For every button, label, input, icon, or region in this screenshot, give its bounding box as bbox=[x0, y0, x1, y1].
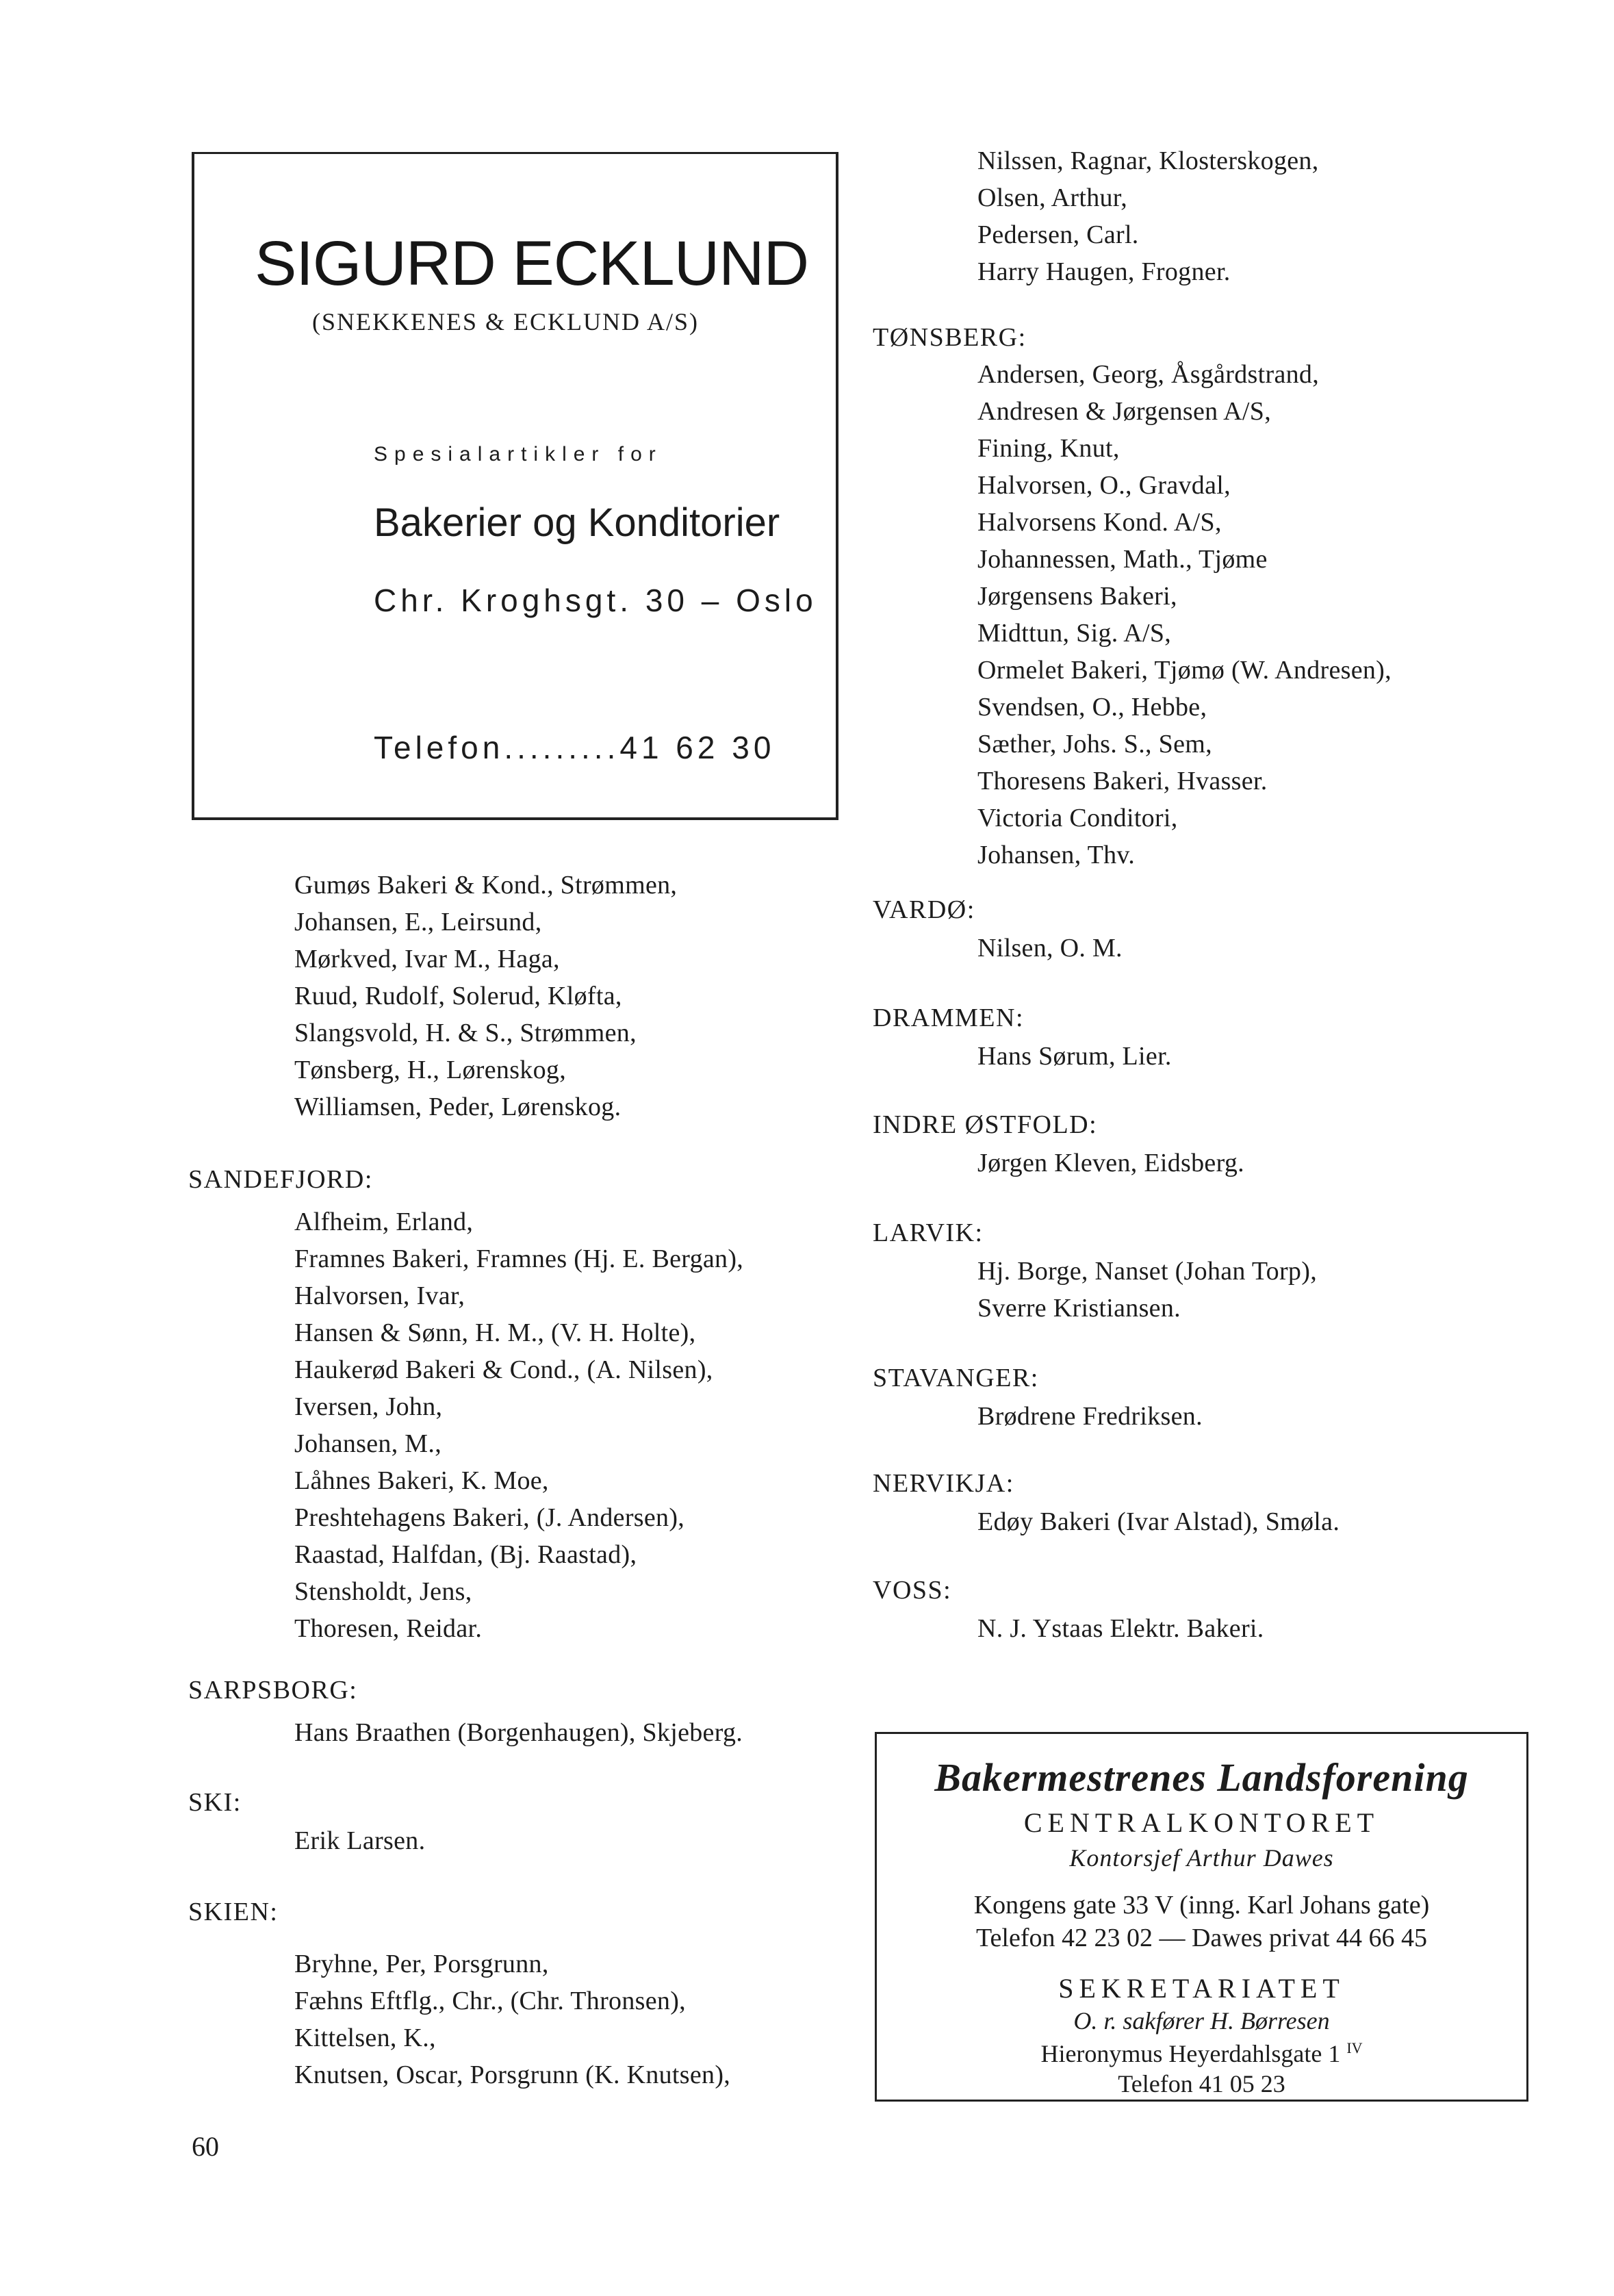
list-item: Slangsvold, H. & S., Strømmen, bbox=[294, 1019, 637, 1047]
list-item: Hans Sørum, Lier. bbox=[977, 1042, 1172, 1071]
list-item: Fæhns Eftflg., Chr., (Chr. Thronsen), bbox=[294, 1987, 686, 2015]
ad-tagline: Spesialartikler for bbox=[374, 443, 663, 465]
section-heading-sarpsborg: SARPSBORG: bbox=[188, 1676, 358, 1705]
list-item: Ormelet Bakeri, Tjømø (W. Andresen), bbox=[977, 656, 1392, 685]
list-item: Raastad, Halfdan, (Bj. Raastad), bbox=[294, 1540, 637, 1569]
list-item: Williamsen, Peder, Lørenskog. bbox=[294, 1093, 622, 1121]
list-item: Gumøs Bakeri & Kond., Strømmen, bbox=[294, 871, 678, 900]
association-phone: Telefon 42 23 02 — Dawes privat 44 66 45 bbox=[975, 1924, 1428, 1952]
list-item: Pedersen, Carl. bbox=[977, 220, 1139, 249]
list-item: Mørkved, Ivar M., Haga, bbox=[294, 945, 560, 973]
list-item: Sæther, Johs. S., Sem, bbox=[977, 730, 1212, 758]
association-title: Bakermestrenes Landsforening bbox=[934, 1755, 1469, 1800]
list-item: Halvorsen, Ivar, bbox=[294, 1281, 465, 1310]
list-item: Svendsen, O., Hebbe, bbox=[977, 693, 1207, 722]
section-heading-sandefjord: SANDEFJORD: bbox=[188, 1165, 373, 1194]
secretariat-floor: IV bbox=[1346, 2039, 1363, 2056]
list-item: Johansen, M., bbox=[294, 1429, 441, 1458]
list-item: Kittelsen, K., bbox=[294, 2024, 436, 2052]
list-item: Andersen, Georg, Åsgårdstrand, bbox=[977, 360, 1320, 389]
advertisement-box bbox=[192, 152, 838, 820]
section-heading-larvik: LARVIK: bbox=[873, 1219, 984, 1247]
list-item: Ruud, Rudolf, Solerud, Kløfta, bbox=[294, 982, 622, 1010]
list-item: Thoresens Bakeri, Hvasser. bbox=[977, 767, 1268, 795]
association-box bbox=[875, 1732, 1528, 2102]
association-address: Kongens gate 33 V (inng. Karl Johans gate) bbox=[973, 1891, 1430, 1919]
list-item: Harry Haugen, Frogner. bbox=[977, 257, 1231, 286]
list-item: Tønsberg, H., Lørenskog, bbox=[294, 1056, 566, 1084]
list-item: Jørgen Kleven, Eidsberg. bbox=[977, 1149, 1244, 1177]
list-item: Brødrene Fredriksen. bbox=[977, 1402, 1203, 1431]
section-heading-drammen: DRAMMEN: bbox=[873, 1004, 1025, 1032]
association-office: CENTRALKONTORET bbox=[1023, 1807, 1380, 1838]
section-heading-stavanger: STAVANGER: bbox=[873, 1364, 1039, 1392]
association-manager: Kontorsjef Arthur Dawes bbox=[1069, 1844, 1334, 1872]
list-item: Låhnes Bakeri, K. Moe, bbox=[294, 1466, 549, 1495]
list-item: Bryhne, Per, Porsgrunn, bbox=[294, 1950, 549, 1978]
list-item: Knutsen, Oscar, Porsgrunn (K. Knutsen), bbox=[294, 2061, 731, 2089]
list-item: Erik Larsen. bbox=[294, 1826, 426, 1855]
association-secretariat-phone: Telefon 41 05 23 bbox=[1118, 2070, 1285, 2097]
association-secretariat: SEKRETARIATET bbox=[1058, 1973, 1345, 2004]
section-heading-tonsberg: TØNSBERG: bbox=[873, 323, 1027, 352]
list-item: Fining, Knut, bbox=[977, 434, 1120, 463]
section-heading-voss: VOSS: bbox=[873, 1576, 952, 1605]
list-item: Thoresen, Reidar. bbox=[294, 1614, 483, 1643]
section-heading-indre-ostfold: INDRE ØSTFOLD: bbox=[873, 1110, 1098, 1139]
section-heading-skien: SKIEN: bbox=[188, 1898, 279, 1926]
list-item: Johansen, E., Leirsund, bbox=[294, 908, 542, 936]
section-heading-nervikja: NERVIKJA: bbox=[873, 1469, 1014, 1498]
association-lawyer: O. r. sakfører H. Børresen bbox=[1073, 2007, 1330, 2034]
list-item: Hj. Borge, Nanset (Johan Torp), bbox=[977, 1257, 1317, 1286]
ad-title: SIGURD ECKLUND bbox=[255, 229, 809, 298]
association-secretariat-address bbox=[877, 2039, 1526, 2068]
list-item: Victoria Conditori, bbox=[977, 804, 1178, 832]
list-item: Olsen, Arthur, bbox=[977, 183, 1128, 212]
list-item: Hansen & Sønn, H. M., (V. H. Holte), bbox=[294, 1318, 696, 1347]
list-item: Iversen, John, bbox=[294, 1392, 443, 1421]
list-item: Jørgensens Bakeri, bbox=[977, 582, 1177, 611]
list-item: Nilsen, O. M. bbox=[977, 934, 1123, 962]
list-item: Johansen, Thv. bbox=[977, 841, 1136, 869]
list-item: Halvorsen, O., Gravdal, bbox=[977, 471, 1231, 500]
section-heading-ski: SKI: bbox=[188, 1788, 242, 1817]
list-item: Hans Braathen (Borgenhaugen), Skjeberg. bbox=[294, 1718, 743, 1747]
list-item: Johannessen, Math., Tjøme bbox=[977, 545, 1268, 574]
ad-subtitle: (SNEKKENES & ECKLUND A/S) bbox=[312, 308, 700, 335]
list-item: Nilssen, Ragnar, Klosterskogen, bbox=[977, 146, 1319, 175]
ad-headline: Bakerier og Konditorier bbox=[374, 500, 780, 545]
list-item: Edøy Bakeri (Ivar Alstad), Smøla. bbox=[977, 1507, 1340, 1536]
list-item: Preshtehagens Bakeri, (J. Andersen), bbox=[294, 1503, 685, 1532]
list-item: Andresen & Jørgensen A/S, bbox=[977, 397, 1271, 426]
ad-phone: Telefon.........41 62 30 bbox=[374, 730, 776, 765]
secretariat-street: Hieronymus Heyerdahlsgate 1 bbox=[1040, 2040, 1341, 2067]
list-item: N. J. Ystaas Elektr. Bakeri. bbox=[977, 1614, 1264, 1643]
list-item: Framnes Bakeri, Framnes (Hj. E. Bergan), bbox=[294, 1245, 744, 1273]
list-item: Halvorsens Kond. A/S, bbox=[977, 508, 1222, 537]
ad-address: Chr. Kroghsgt. 30 – Oslo bbox=[374, 583, 817, 618]
list-item: Alfheim, Erland, bbox=[294, 1208, 474, 1236]
list-item: Stensholdt, Jens, bbox=[294, 1577, 472, 1606]
list-item: Midttun, Sig. A/S, bbox=[977, 619, 1172, 648]
list-item: Sverre Kristiansen. bbox=[977, 1294, 1181, 1323]
section-heading-vardo: VARDØ: bbox=[873, 895, 975, 924]
page-number: 60 bbox=[192, 2131, 219, 2162]
list-item: Haukerød Bakeri & Cond., (A. Nilsen), bbox=[294, 1355, 713, 1384]
